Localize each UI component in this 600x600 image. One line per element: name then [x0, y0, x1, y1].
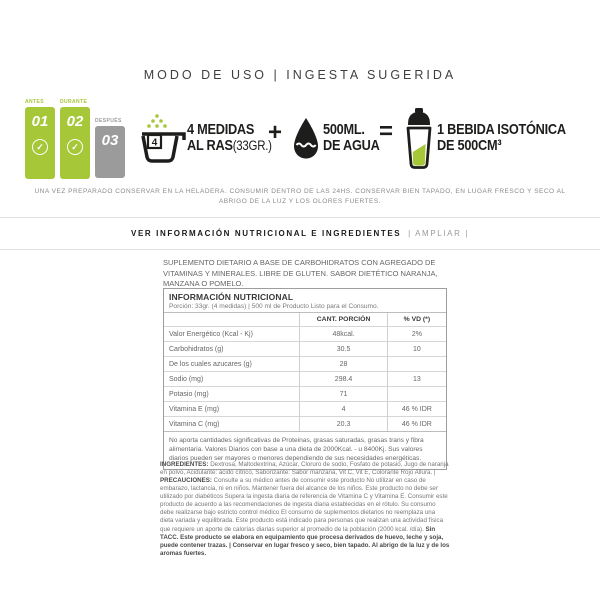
column-header-dv: % VD (*) — [387, 313, 446, 326]
equals-sign: = — [379, 118, 394, 145]
result-text: 1 BEBIDA ISOTÓNICA DE 500CM³ — [437, 121, 566, 154]
recipe-row — [140, 106, 585, 172]
row-amount: 48kcal. — [299, 327, 386, 341]
step-badge — [25, 107, 55, 179]
step-despues — [95, 118, 125, 178]
divider-bottom — [0, 249, 600, 250]
row-dv: 13 — [387, 372, 446, 386]
step-badge — [60, 107, 90, 179]
row-dv: 2% — [387, 327, 446, 341]
warning-bold-text: Sin TACC. Este producto se elabora en equipamiento que procesa derivados de huevo, leche y soja, puede contener trazas. | Conservar en lugar fresco y seco, bien tapado. Al abrigo de la luz y de los aromas fuertes. — [160, 525, 450, 557]
row-dv — [387, 357, 446, 371]
divider-top — [0, 217, 600, 218]
scoop-count-label: 4 — [151, 137, 158, 149]
row-amount: 20.3 — [299, 417, 386, 431]
water-drop-icon — [292, 116, 320, 160]
expander-ampliar-link[interactable]: | AMPLIAR | — [408, 229, 469, 238]
row-label: De los cuales azucares (g) — [169, 360, 252, 368]
table-row — [164, 416, 446, 431]
column-header-empty — [164, 313, 299, 326]
row-dv — [387, 387, 446, 401]
storage-note: UNA VEZ PREPARADO CONSERVAR EN LA HELADERA. CONSUMIR DENTRO DE LAS 24HS. CONSERVAR BIEN TAPADO, EN LUGAR FRESCO Y SECO AL ABRIGO DE LA LUZ Y LOS OLORES FUERTES. — [34, 188, 566, 206]
row-label: Sodio (mg) — [169, 375, 204, 383]
check-icon: ✓ — [67, 139, 83, 155]
table-column-headers — [164, 312, 446, 326]
usage-steps — [25, 99, 125, 179]
step-antes — [25, 99, 55, 179]
row-label: Valor Energético (Kcal - Kj) — [169, 330, 253, 338]
row-dv: 46 % IDR — [387, 417, 446, 431]
row-amount: 28 — [299, 357, 386, 371]
step-badge — [95, 126, 125, 178]
step-number: 01 — [31, 113, 49, 130]
ingredients-text — [160, 461, 450, 558]
portion-info: Porción: 33gr. (4 medidas) | 500 ml de Producto Listo para el Consumo. — [169, 303, 379, 310]
water-text: 500ML. DE AGUA — [323, 121, 380, 154]
table-row — [164, 386, 446, 401]
plus-sign: + — [268, 119, 283, 146]
table-row — [164, 341, 446, 356]
row-amount: 4 — [299, 402, 386, 416]
step-number: 03 — [101, 132, 119, 149]
ingredients-list: Dextrosa, Maltodextrina, Azúcar, Cloruro de sodio, Fosfato de potasio, Jugo de naranja en polvo, Acidulante: ácido cítrico, Saborizante: Sabor manzana, Vit C, Vit E, Colorante Rojo Allura. | — [160, 461, 449, 477]
step-label: DURANTE — [60, 99, 88, 105]
step-label: DESPUÉS — [95, 118, 122, 124]
page-title: MODO DE USO | INGESTA SUGERIDA — [143, 68, 457, 82]
row-dv: 46 % IDR — [387, 402, 446, 416]
table-row — [164, 356, 446, 371]
nutrition-info-expander[interactable] — [0, 229, 600, 238]
step-label: ANTES — [25, 99, 44, 105]
measuring-scoop-icon — [140, 112, 186, 164]
table-footnote: No aporta cantidades significativas de Proteinas, grasas saturadas, grasas trans y fibra alimentaria. Valores Diarios con base a una dieta de 2000Kcal. - u 8400Kj. Sus valores diarios pueden ser mayores o menores dependiendo de sus necesidades energéticas. — [164, 431, 446, 469]
precautions-label: PRECAUCIONES: — [160, 477, 212, 485]
row-dv: 10 — [387, 342, 446, 356]
ingredients-label: INGREDIENTES: — [160, 461, 209, 468]
step-number: 02 — [66, 113, 84, 130]
expander-label: VER INFORMACIÓN NUTRICIONAL E INGREDIENTES — [131, 229, 402, 238]
table-row — [164, 371, 446, 386]
row-amount: 298.4 — [299, 372, 386, 386]
row-label: Potasio (mg) — [169, 390, 209, 398]
nutrition-table — [163, 288, 447, 470]
scoop-text: 4 MEDIDAS AL RAS(33GR.) — [187, 121, 272, 154]
row-amount: 71 — [299, 387, 386, 401]
check-icon: ✓ — [32, 139, 48, 155]
shaker-bottle-icon — [402, 108, 436, 170]
step-durante — [60, 99, 90, 179]
row-amount: 30.5 — [299, 342, 386, 356]
precautions-body: Consulte a su médico antes de consumir este producto No utilizar en caso de embarazo, lactancia, ni en niños. Mantener fuera del alcance de los niños. Este producto no debe ser utilizado por diabéticos Supera la ingesta diaria de referencia de Vitamina C y Vitamina E. Consumir este producto de acuerdo a las recomendaciones de ingesta diaria establecidas en el rótulo. Su consumo debe realizarse bajo estricto control médico El consumo de suplementos dietarios no reemplaza una dieta variada y equilibrada. Este producto está indicado para personas que realizan una actividad física que requiere un aporte de calorías diarias superior al promedio de la población (2000 kcal. /día). — [160, 477, 448, 533]
table-row — [164, 401, 446, 416]
column-header-amount: CANT. PORCIÓN — [299, 313, 386, 326]
nutrition-table-title: INFORMACIÓN NUTRICIONAL — [169, 292, 294, 302]
table-row — [164, 326, 446, 341]
row-label: Carbohidratos (g) — [169, 345, 224, 353]
row-label: Vitamina C (mg) — [169, 420, 220, 428]
nutrition-table-header — [164, 289, 446, 312]
product-description: SUPLEMENTO DIETARIO A BASE DE CARBOHIDRATOS CON AGREGADO DE VITAMINAS Y MINERALES. LIBRE DE GLUTEN. SABOR DIETÉTICO NARANJA, MANZANA O POMELO. — [163, 258, 438, 289]
row-label: Vitamina E (mg) — [169, 405, 220, 413]
